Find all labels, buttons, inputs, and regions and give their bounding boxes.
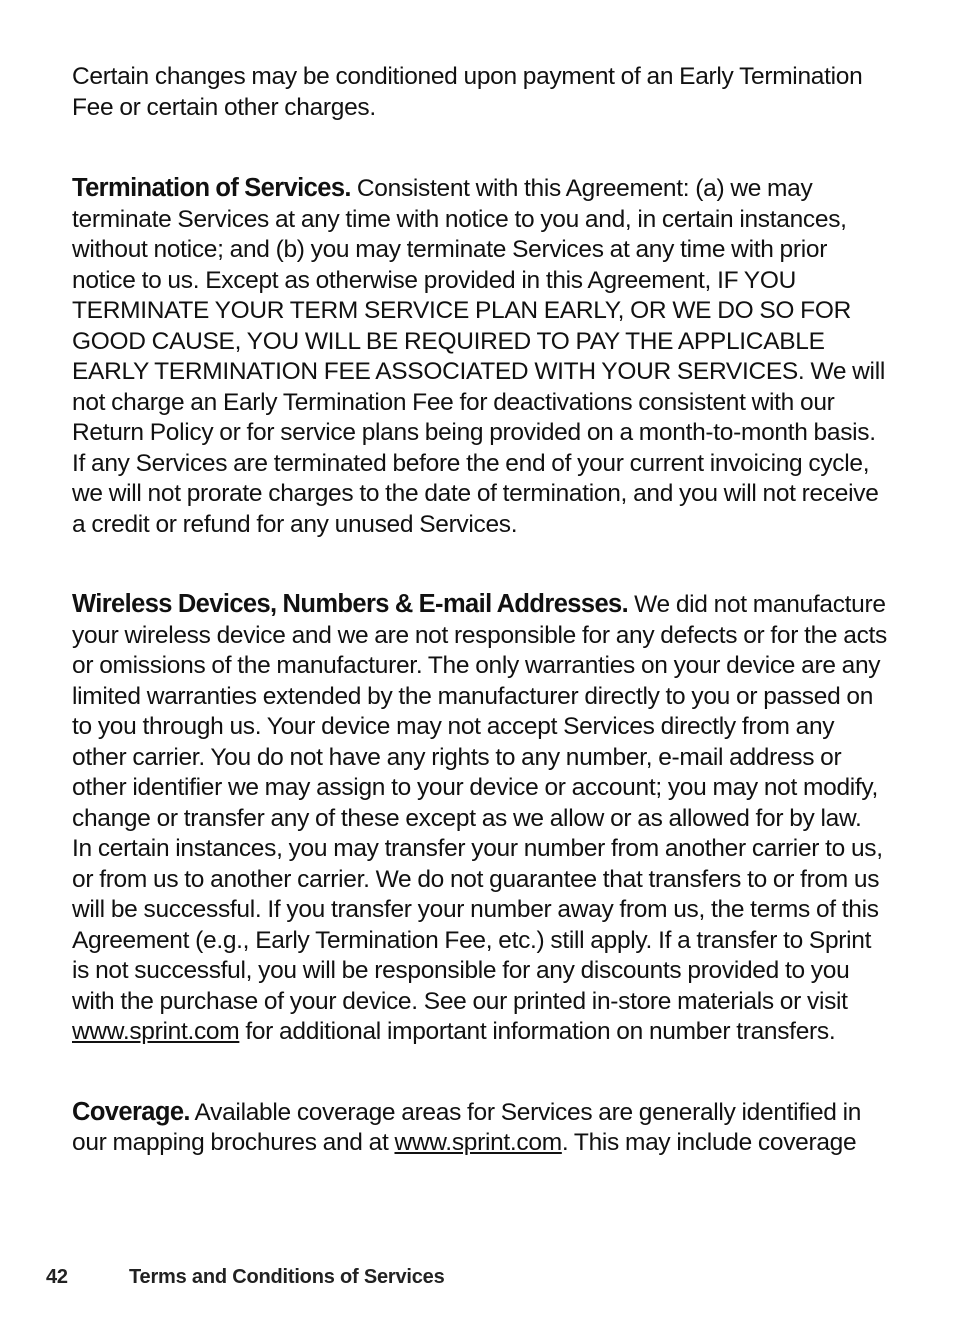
wireless-devices-section [72, 589, 887, 1048]
wireless-devices-body: We did not manufacture your wireless device and we are not responsible for any defects or for the acts or omissions of the manufacturer. The only warranties on your device are any limited warranties extended by the manufacturer directly to you or passed on to you through us. Your device may not accept Services directly from any other carrier. You do not have any rights to any number, e-mail address or other identifier we may assign to your device or account; you may not modify, change or transfer any of these except as we allow or as allowed for by law. In certain instances, you may transfer your number from another carrier to us, or from us to another carrier. We do not guarantee that transfers to or from us will be successful. If you transfer your number away from us, the terms of this Agreement (e.g., Early Termination Fee, etc.) still apply. If a transfer to Sprint is not successful, you will be responsible for any discounts provided to you with the purchase of your device. See our printed in-store materials or visit [72, 591, 887, 1015]
coverage-body-end: . This may include coverage [561, 1129, 857, 1156]
coverage-body: Available coverage areas for Services are generally identified in our mapping brochures and at [72, 1098, 862, 1156]
coverage-heading: Coverage. [72, 1097, 190, 1126]
coverage-section [72, 1097, 887, 1159]
sprint-website-link[interactable]: www.sprint.com [72, 1018, 240, 1045]
sprint-coverage-link[interactable]: www.sprint.com [394, 1129, 562, 1156]
page-footer [46, 1266, 445, 1289]
document-body [72, 62, 887, 1159]
wireless-devices-heading: Wireless Devices, Numbers & E-mail Addresses. [72, 590, 629, 618]
wireless-devices-body-end: for additional important information on number transfers. [239, 1018, 836, 1045]
page-number: 42 [46, 1266, 68, 1288]
footer-title: Terms and Conditions of Services [129, 1266, 445, 1288]
termination-heading: Termination of Services. [72, 174, 351, 202]
intro-paragraph: Certain changes may be conditioned upon payment of an Early Termination Fee or certain other charges. [72, 63, 863, 121]
termination-section [72, 173, 887, 540]
termination-body: Consistent with this Agreement: (a) we may terminate Services at any time with notice to you and, in certain instances, without notice; and (b) you may terminate Services at any time with prior notice to us. Except as otherwise provided in this Agreement, IF YOU TERMINATE YOUR TERM SERVICE PLAN EARLY, OR WE DO SO FOR GOOD CAUSE, YOU WILL BE REQUIRED TO PAY THE APPLICABLE EARLY TERMINATION FEE ASSOCIATED WITH YOUR SERVICES. We will not charge an Early Termination Fee for deactivations consistent with our Return Policy or for service plans being provided on a month-to-month basis. If any Services are terminated before the end of your current invoicing cycle, we will not prorate charges to the date of termination, and you will not receive a credit or refund for any unused Services. [72, 175, 885, 538]
